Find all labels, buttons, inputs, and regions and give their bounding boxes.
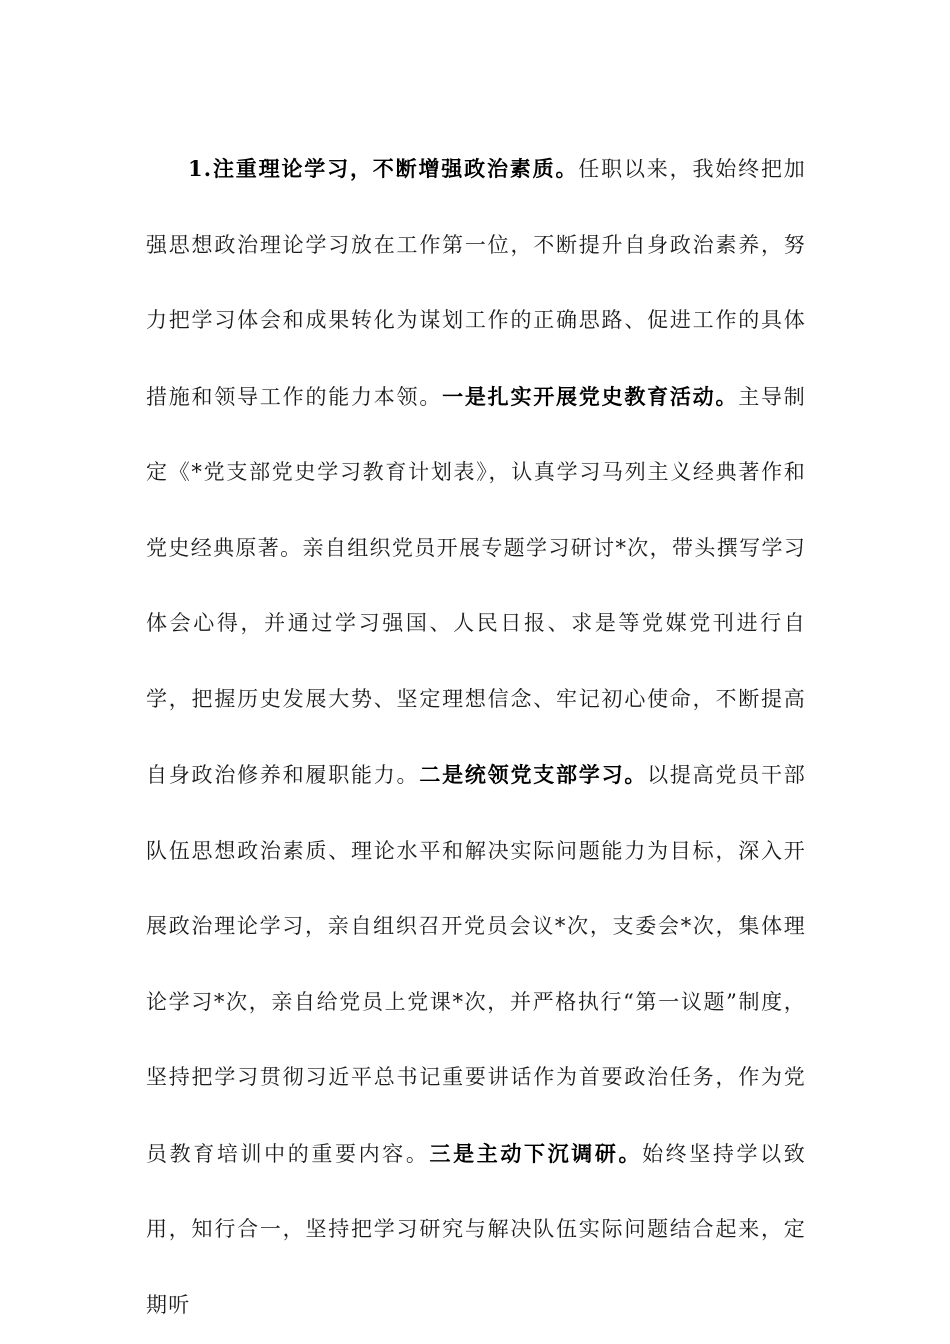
section-heading: 1.注重理论学习，不断增强政治素质。 [188,156,579,181]
paragraph-text: 主导制定《*党支部党史学习教育计划表》，认真学习马列主义经典著作和党史经典原著。亲自组织党员开展专题学习研讨*次，带头撰写学习体会心得，并通过学习强国、人民日报、求是等党媒党刊进行自学，把握历史发展大势、坚定理想信念、牢记初心使命，不断提高自身政治修养和履职能力。 [146,384,806,787]
point-heading-3: 三是主动下沉调研。 [429,1140,643,1166]
point-heading-1: 一是扎实开展党史教育活动。 [442,383,739,409]
paragraph-text: 任职以来，我始终把加强思想政治理论学习放在工作第一位，不断提升自身政治素养，努力把学习体会和成果转化为谋划工作的正确思路、促进工作的具体措施和领导工作的能力本领。 [146,157,806,409]
paragraph-text: 始终坚持学以致用，知行合一，坚持把学习研究与解决队伍实际问题结合起来，定期听 [146,1141,806,1317]
paragraph-text: 以提高党员干部队伍思想政治素质、理论水平和解决实际问题能力为目标，深入开展政治理论学习，亲自组织召开党员会议*次，支委会*次，集体理论学习*次，亲自给党员上党课*次，并严格执行“第一议题”制度，坚持把学习贯彻习近平总书记重要讲话作为首要政治任务，作为党员教育培训中的重要内容。 [146,763,806,1166]
point-heading-2: 二是统领党支部学习。 [419,762,648,787]
body-paragraph [146,131,806,1343]
